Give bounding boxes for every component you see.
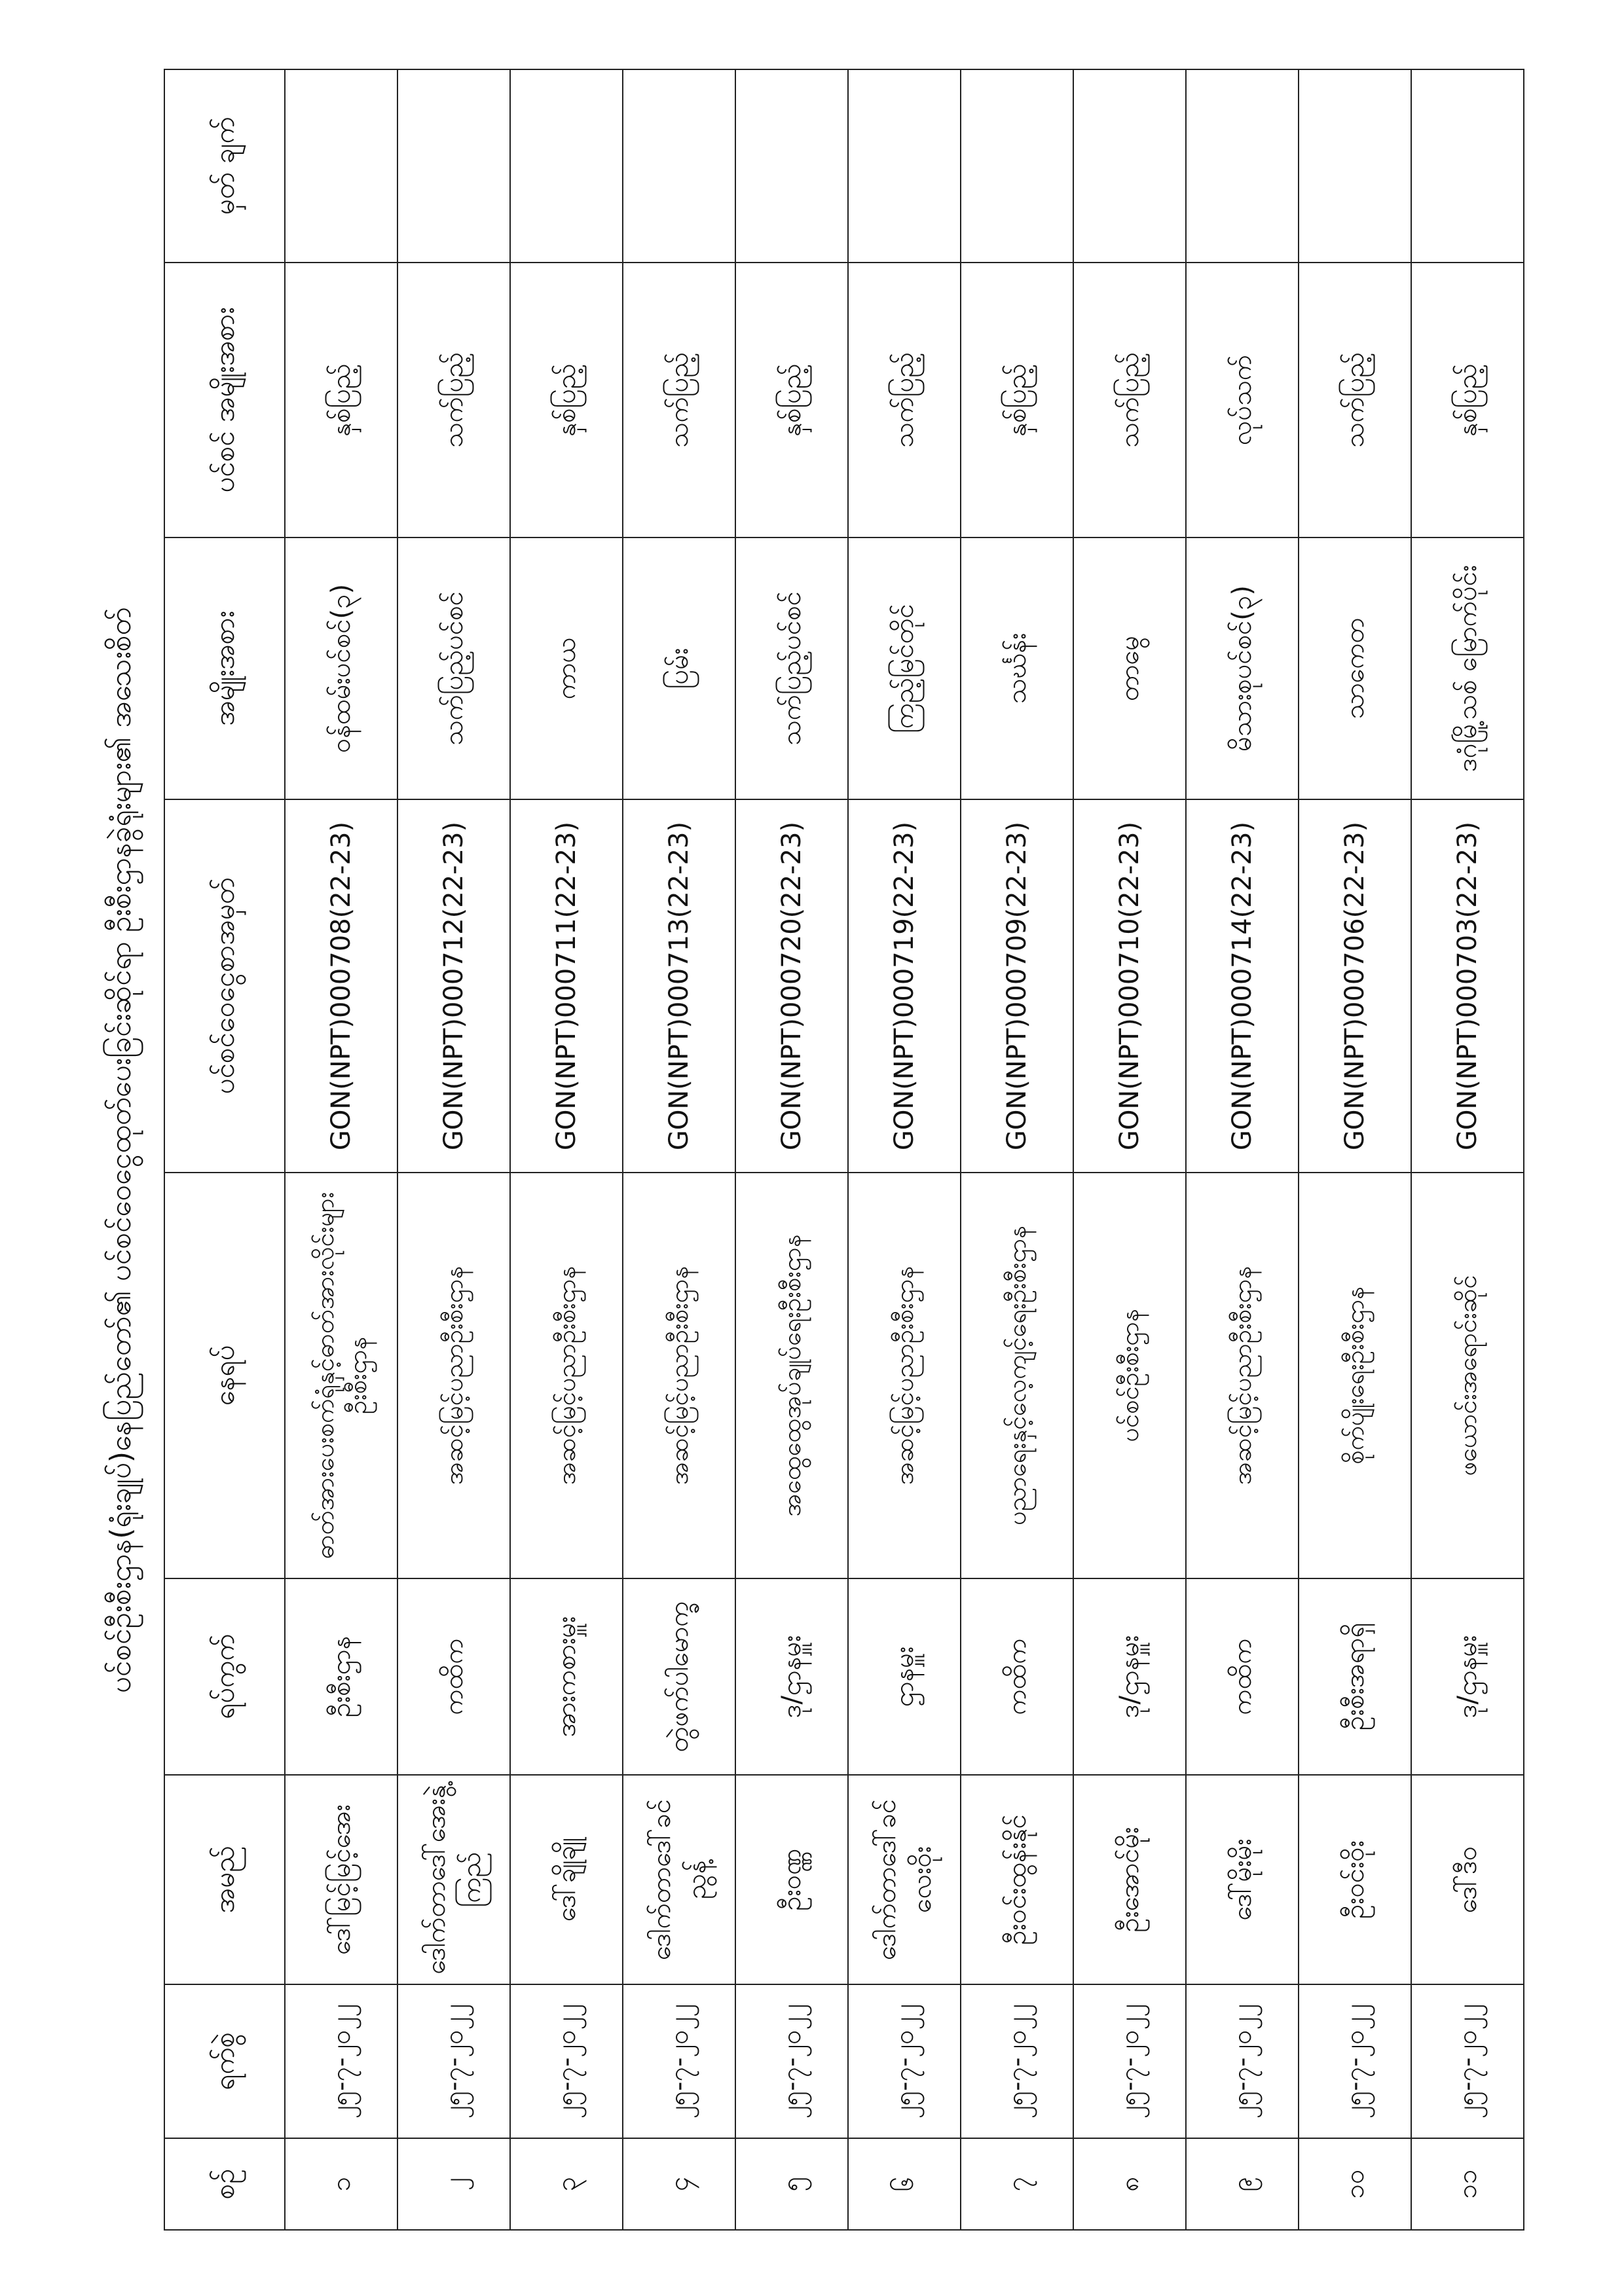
cell-date: ၂၅-၇-၂၀၂၂ bbox=[623, 1984, 735, 2138]
table-row bbox=[1411, 69, 1524, 2230]
cell-type: သင်္ဃန်း bbox=[961, 538, 1073, 799]
cell-category: သက်ပြည့် bbox=[397, 263, 510, 538]
table-body bbox=[285, 69, 1524, 2230]
cell-name: ဒေါ်ချိုချို bbox=[510, 1775, 623, 1984]
header-type: အမျိုးအစား bbox=[164, 538, 285, 799]
cell-permit: GON(NPT)000709(22-23) bbox=[961, 799, 1073, 1173]
cell-road: စိုက်ပျိုးရေးဦးစီးဌာန bbox=[1299, 1173, 1411, 1578]
cell-remark bbox=[510, 69, 623, 263]
cell-category: နှစ်ပြည့် bbox=[285, 263, 397, 538]
cell-name: ဦးအောင်မိုး bbox=[1073, 1775, 1186, 1984]
header-remark: မှတ် ချက် bbox=[164, 69, 285, 263]
cell-name: ဦးဝဏ္ဏ bbox=[735, 1775, 848, 1984]
cell-date: ၂၅-၇-၂၀၂၂ bbox=[397, 1984, 510, 2138]
cell-name: ဒေါက်တာဒေါ်ခင်လေးဝိုး bbox=[848, 1775, 961, 1984]
cell-type: တာမွေ bbox=[1073, 538, 1186, 799]
cell-remark bbox=[285, 69, 397, 263]
table-row bbox=[961, 69, 1073, 2230]
cell-permit: GON(NPT)000719(22-23) bbox=[848, 799, 961, 1173]
table-row bbox=[1073, 69, 1186, 2230]
header-date: ရက်စွဲ bbox=[164, 1984, 285, 2138]
page-title: ပင်စင်ဦးစီးဌာန(ရုံးချုပ်)နေပြည်တော်၏ ပင်စင်ဝေငွေထုတ်ပေးခြင်းဆိုင်ရာ ဦးစီးဌာနခွဲရုံးများ၏ အသေးစိတ် bbox=[104, 607, 138, 1694]
cell-date: ၂၅-၇-၂၀၂၂ bbox=[510, 1984, 623, 2138]
cell-type: မိသားစုပင်စင်(၃) bbox=[1186, 538, 1299, 799]
cell-date: ၂၅-၇-၂၀၂၂ bbox=[285, 1984, 397, 2138]
cell-ward: ဒု/ဌာနမှူး bbox=[735, 1578, 848, 1775]
cell-remark bbox=[961, 69, 1073, 263]
table-row bbox=[397, 69, 510, 2230]
cell-ward: ကထိက bbox=[1186, 1578, 1299, 1775]
table-row bbox=[285, 69, 397, 2230]
table-row bbox=[623, 69, 735, 2230]
header-permit: ပင်စင်ဝေငွေစာအမှတ် bbox=[164, 799, 285, 1173]
cell-category: လုပ်သက် bbox=[1186, 263, 1299, 538]
cell-no: ၇ bbox=[961, 2138, 1073, 2230]
cell-road: ဖယောင်းအရောင်းဆိုင် bbox=[1411, 1173, 1524, 1578]
rotated-document bbox=[98, 70, 1526, 2231]
cell-remark bbox=[1299, 69, 1411, 263]
cell-category: သက်ပြည့် bbox=[848, 263, 961, 538]
cell-ward: ကထိက bbox=[397, 1578, 510, 1775]
cell-road: အဆင့်မြင့်ပညာဦးစီးဌာန bbox=[623, 1173, 735, 1578]
cell-type: သက်ပြည့်ပင်စင် bbox=[397, 538, 510, 799]
cell-road: အဆင့်မြင့်ပညာဦးစီးဌာန bbox=[1186, 1173, 1299, 1578]
cell-type: ဒဂုံမြို့သစ် မြောက်ပိုင်း bbox=[1411, 538, 1524, 799]
cell-ward: ကထိက bbox=[961, 1578, 1073, 1775]
cell-no: ၉ bbox=[1186, 2138, 1299, 2230]
cell-date: ၂၅-၇-၂၀၂၂ bbox=[1411, 1984, 1524, 2138]
cell-name: ဦးဝင်းထွန်းနိုင် bbox=[961, 1775, 1073, 1984]
cell-name: ဒေါ်မြင့်မြင့်အေး bbox=[285, 1775, 397, 1984]
table-row bbox=[510, 69, 623, 2230]
cell-category: သက်ပြည့် bbox=[1299, 263, 1411, 538]
cell-remark bbox=[735, 69, 848, 263]
cell-ward: ဦးစီးဌာန bbox=[285, 1578, 397, 1775]
cell-remark bbox=[623, 69, 735, 263]
cell-type: ကာယ bbox=[510, 538, 623, 799]
table-row bbox=[1299, 69, 1411, 2230]
cell-road: ပညာရေးနှင့်လေ့ကျင့်ရေးဦးစီးဌာန bbox=[961, 1173, 1073, 1578]
cell-no: ၅ bbox=[735, 2138, 848, 2230]
cell-no: ၁၁ bbox=[1411, 2138, 1524, 2230]
cell-no: ၈ bbox=[1073, 2138, 1186, 2230]
cell-permit: GON(NPT)000708(22-23) bbox=[285, 799, 397, 1173]
cell-type: သက်ပြည့်ပင်စင် bbox=[735, 538, 848, 799]
header-category: ပင်စင် အမျိုးအစား bbox=[164, 263, 285, 538]
cell-category: နှစ်ပြည့် bbox=[961, 263, 1073, 538]
cell-road: အထွေထွေအုပ်ချုပ်ရေးဦးစီးဌာန bbox=[735, 1173, 848, 1578]
cell-road: အဆင့်မြင့်ပညာဦးစီးဌာန bbox=[397, 1173, 510, 1578]
cell-type: ပြမ်း bbox=[623, 538, 735, 799]
cell-type: ကြည့်မြင်တိုင် bbox=[848, 538, 961, 799]
cell-permit: GON(NPT)000710(22-23) bbox=[1073, 799, 1186, 1173]
cell-date: ၂၅-၇-၂၀၂၂ bbox=[1186, 1984, 1299, 2138]
cell-permit: GON(NPT)000706(22-23) bbox=[1299, 799, 1411, 1173]
cell-category: သက်ပြည့် bbox=[623, 263, 735, 538]
cell-road: ပင်စင်ဦးစီးဌာန bbox=[1073, 1173, 1186, 1578]
cell-ward: ဒု/ဌာနမှူး bbox=[1411, 1578, 1524, 1775]
cell-name: ဒေါက်တာဒေါ်အေးနွဲ့ကြည် bbox=[397, 1775, 510, 1984]
cell-category: နှစ်ပြည့် bbox=[510, 263, 623, 538]
cell-permit: GON(NPT)000714(22-23) bbox=[1186, 799, 1299, 1173]
cell-no: ၆ bbox=[848, 2138, 961, 2230]
cell-date: ၂၅-၇-၂၀၂၂ bbox=[1073, 1984, 1186, 2138]
table-row bbox=[735, 69, 848, 2230]
table-row bbox=[1186, 69, 1299, 2230]
cell-permit: GON(NPT)000713(22-23) bbox=[623, 799, 735, 1173]
cell-name: ဦးဝင်းဝိုး bbox=[1299, 1775, 1411, 1984]
cell-road: ဓာတ်အားပေးစက်ရုံနှင့်ဓာတ်အားလိုင်းများဦးစီးဌာန bbox=[285, 1173, 397, 1578]
cell-remark bbox=[1411, 69, 1524, 263]
cell-name: ဒေါက်တာဒေါ်ခင်ညွန့် bbox=[623, 1775, 735, 1984]
header-road: နေရပ် bbox=[164, 1173, 285, 1578]
cell-date: ၂၅-၇-၂၀၂၂ bbox=[848, 1984, 961, 2138]
cell-category: နှစ်ပြည့် bbox=[735, 263, 848, 538]
cell-no: ၁၀ bbox=[1299, 2138, 1411, 2230]
cell-remark bbox=[397, 69, 510, 263]
cell-remark bbox=[848, 69, 961, 263]
cell-permit: GON(NPT)000703(22-23) bbox=[1411, 799, 1524, 1173]
cell-date: ၂၅-၇-၂၀၂၂ bbox=[735, 1984, 848, 2138]
cell-ward: တွဲဖက်ပါမောက္ခ bbox=[623, 1578, 735, 1775]
cell-permit: GON(NPT)000720(22-23) bbox=[735, 799, 848, 1173]
cell-permit: GON(NPT)000712(22-23) bbox=[397, 799, 510, 1173]
cell-remark bbox=[1073, 69, 1186, 263]
cell-category: နှစ်ပြည့် bbox=[1411, 263, 1524, 538]
cell-road: အဆင့်မြင့်ပညာဦးစီးဌာန bbox=[510, 1173, 623, 1578]
cell-ward: ဒု/ဌာနမှူး bbox=[1073, 1578, 1186, 1775]
cell-no: ၁ bbox=[285, 2138, 397, 2230]
cell-date: ၂၅-၇-၂၀၂၂ bbox=[1299, 1984, 1411, 2138]
cell-no: ၃ bbox=[510, 2138, 623, 2230]
cell-ward: ဦးစီးအရာရှိ bbox=[1299, 1578, 1411, 1775]
cell-ward: ဌာနမှူး bbox=[848, 1578, 961, 1775]
header-no: စဉ် bbox=[164, 2138, 285, 2230]
cell-name: ဒေါ်မိုးမိုး bbox=[1186, 1775, 1299, 1984]
cell-name: ဒေါ်ဒီဝ bbox=[1411, 1775, 1524, 1984]
cell-ward: အားကစားမှူး bbox=[510, 1578, 623, 1775]
cell-road: အဆင့်မြင့်ပညာဦးစီးဌာန bbox=[848, 1173, 961, 1578]
cell-type: သာကေတ bbox=[1299, 538, 1411, 799]
header-ward: ရပ်ကွက် bbox=[164, 1578, 285, 1775]
cell-type: ဝန်ထမ်းပင်စင်(၃) bbox=[285, 538, 397, 799]
cell-no: ၂ bbox=[397, 2138, 510, 2230]
table-row bbox=[848, 69, 961, 2230]
pension-table bbox=[164, 69, 1524, 2231]
cell-no: ၄ bbox=[623, 2138, 735, 2230]
cell-permit: GON(NPT)000711(22-23) bbox=[510, 799, 623, 1173]
cell-date: ၂၅-၇-၂၀၂၂ bbox=[961, 1984, 1073, 2138]
header-name: အမည် bbox=[164, 1775, 285, 1984]
table-header bbox=[164, 69, 285, 2230]
cell-category: သက်ပြည့် bbox=[1073, 263, 1186, 538]
cell-remark bbox=[1186, 69, 1299, 263]
